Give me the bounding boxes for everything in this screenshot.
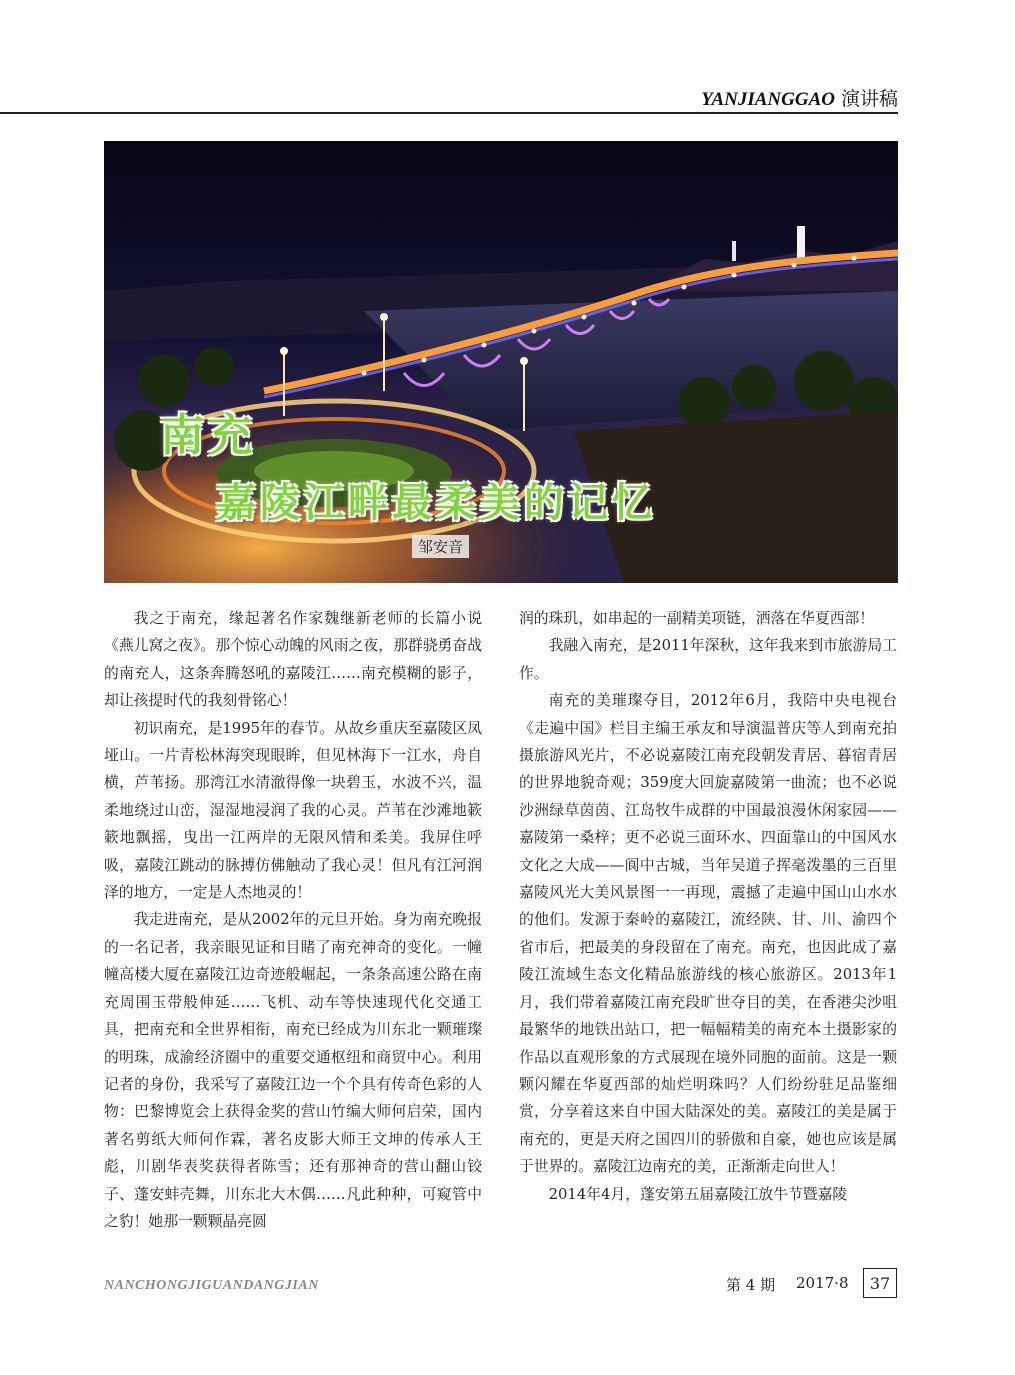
paragraph: 我走进南充，是从2002年的元旦开始。身为南充晚报的一名记者，我亲眼见证和目睹了南充神奇的变化。一幢幢高楼大厦在嘉陵江边奇迹般崛起，一条条高速公路在南充周围玉带般伸延……飞机、动车等快速现代化交通工具，把南充和全世界相衔，南充已经成为川东北一颗璀璨的明珠，成渝经济圈中的重要交通枢纽和商贸中心。利用记者的身份，我采写了嘉陵江边一个个具有传奇色彩的人物：巴黎博览会上获得金奖的营山竹编大师何启荣，国内著名剪纸大师何作霖，著名皮影大师王文坤的传承人王彪，川剧华表奖获得者陈雪；还有那神奇的营山翻山铰子、蓬安蚌壳舞，川东北大木偶……凡此种种，可窥管中之豹！她那一颗颗晶亮圆 — [104, 911, 482, 1230]
paragraph: 我之于南充，缘起著名作家魏继新老师的长篇小说《燕儿窝之夜》。那个惊心动魄的风雨之夜，那群骁勇奋战的南充人，这条奔腾怒吼的嘉陵江……南充模糊的影子，却让孩提时代的我刻骨铭心！ — [104, 610, 482, 710]
running-header — [0, 78, 898, 114]
article-author: 邹安音 — [412, 535, 469, 558]
header-text — [701, 84, 898, 111]
article-photo — [104, 141, 898, 583]
journal-name: NANCHONGJIGUANDANGJIAN — [104, 1278, 319, 1293]
header-latin: YANJIANGGAO — [701, 89, 835, 110]
issue-number: 第 4 期 — [726, 1276, 776, 1294]
paragraph: 初识南充，是1995年的春节。从故乡重庆至嘉陵区凤垭山。一片青松林海突现眼眸，但见林海下一江水，舟自横，芦苇扬。那湾江水清澈得像一块碧玉，水波不兴，温柔地绕过山峦，湿湿地浸润了我的心灵。芦苇在沙滩地簌簌地飘摇，曳出一江两岸的无限风情和柔美。我屏住呼吸，嘉陵江跳动的脉搏仿佛触动了我心灵！但凡有江河润泽的地方，一定是人杰地灵的！ — [104, 719, 482, 902]
issue-date: 2017·8 — [796, 1274, 849, 1292]
paragraph: 南充的美璀璨夺目，2012年6月，我陪中央电视台《走遍中国》栏目主编王承友和导演温普庆等人到南充拍摄旅游风光片，不必说嘉陵江南充段朝发青居、暮宿青居的世界地貌奇观；359度大回旋嘉陵第一曲流；也不必说沙洲绿草茵茵、江岛牧牛成群的中国最浪漫休闲家园——嘉陵第一桑梓；更不必说三面环水、四面靠山的中国风水文化之大成——阆中古城，当年吴道子挥毫泼墨的三百里嘉陵风光大美风景图一一再现，震撼了走遍中国山山水水的他们。发源于秦岭的嘉陵江，流经陕、甘、川、渝四个省市后，把最美的身段留在了南充。南充，也因此成了嘉陵江流域生态文化精品旅游线的核心旅游区。2013年1月，我们带着嘉陵江南充段旷世夺目的美，在香港尖沙咀最繁华的地铁出站口，把一幅幅精美的南充本土摄影家的作品以直观形象的方式展现在境外同胞的面前。这是一颗颗闪耀在华夏西部的灿烂明珠吗？人们纷纷驻足品鉴细赏，分享着这来自中国大陆深处的美。嘉陵江的美是属于南充的，更是天府之国四川的骄傲和自豪，她也应该是属于世界的。嘉陵江边南充的美，正渐渐走向世人！ — [519, 692, 897, 1176]
paragraph-continued: 润的珠玑，如串起的一副精美项链，洒落在华夏西部！ — [519, 610, 875, 627]
paragraph: 我融入南充，是2011年深秋，这年我来到市旅游局工作。 — [519, 637, 897, 682]
right-column — [519, 605, 897, 1208]
article-title-line2: 嘉陵江畔最柔美的记忆 — [216, 479, 656, 526]
header-chinese: 演讲稿 — [840, 88, 898, 110]
article-title-line1: 南充 — [160, 410, 256, 461]
page-number: 37 — [863, 1268, 897, 1298]
left-column — [104, 605, 482, 1235]
paragraph: 2014年4月，蓬安第五届嘉陵江放牛节暨嘉陵 — [548, 1185, 848, 1203]
